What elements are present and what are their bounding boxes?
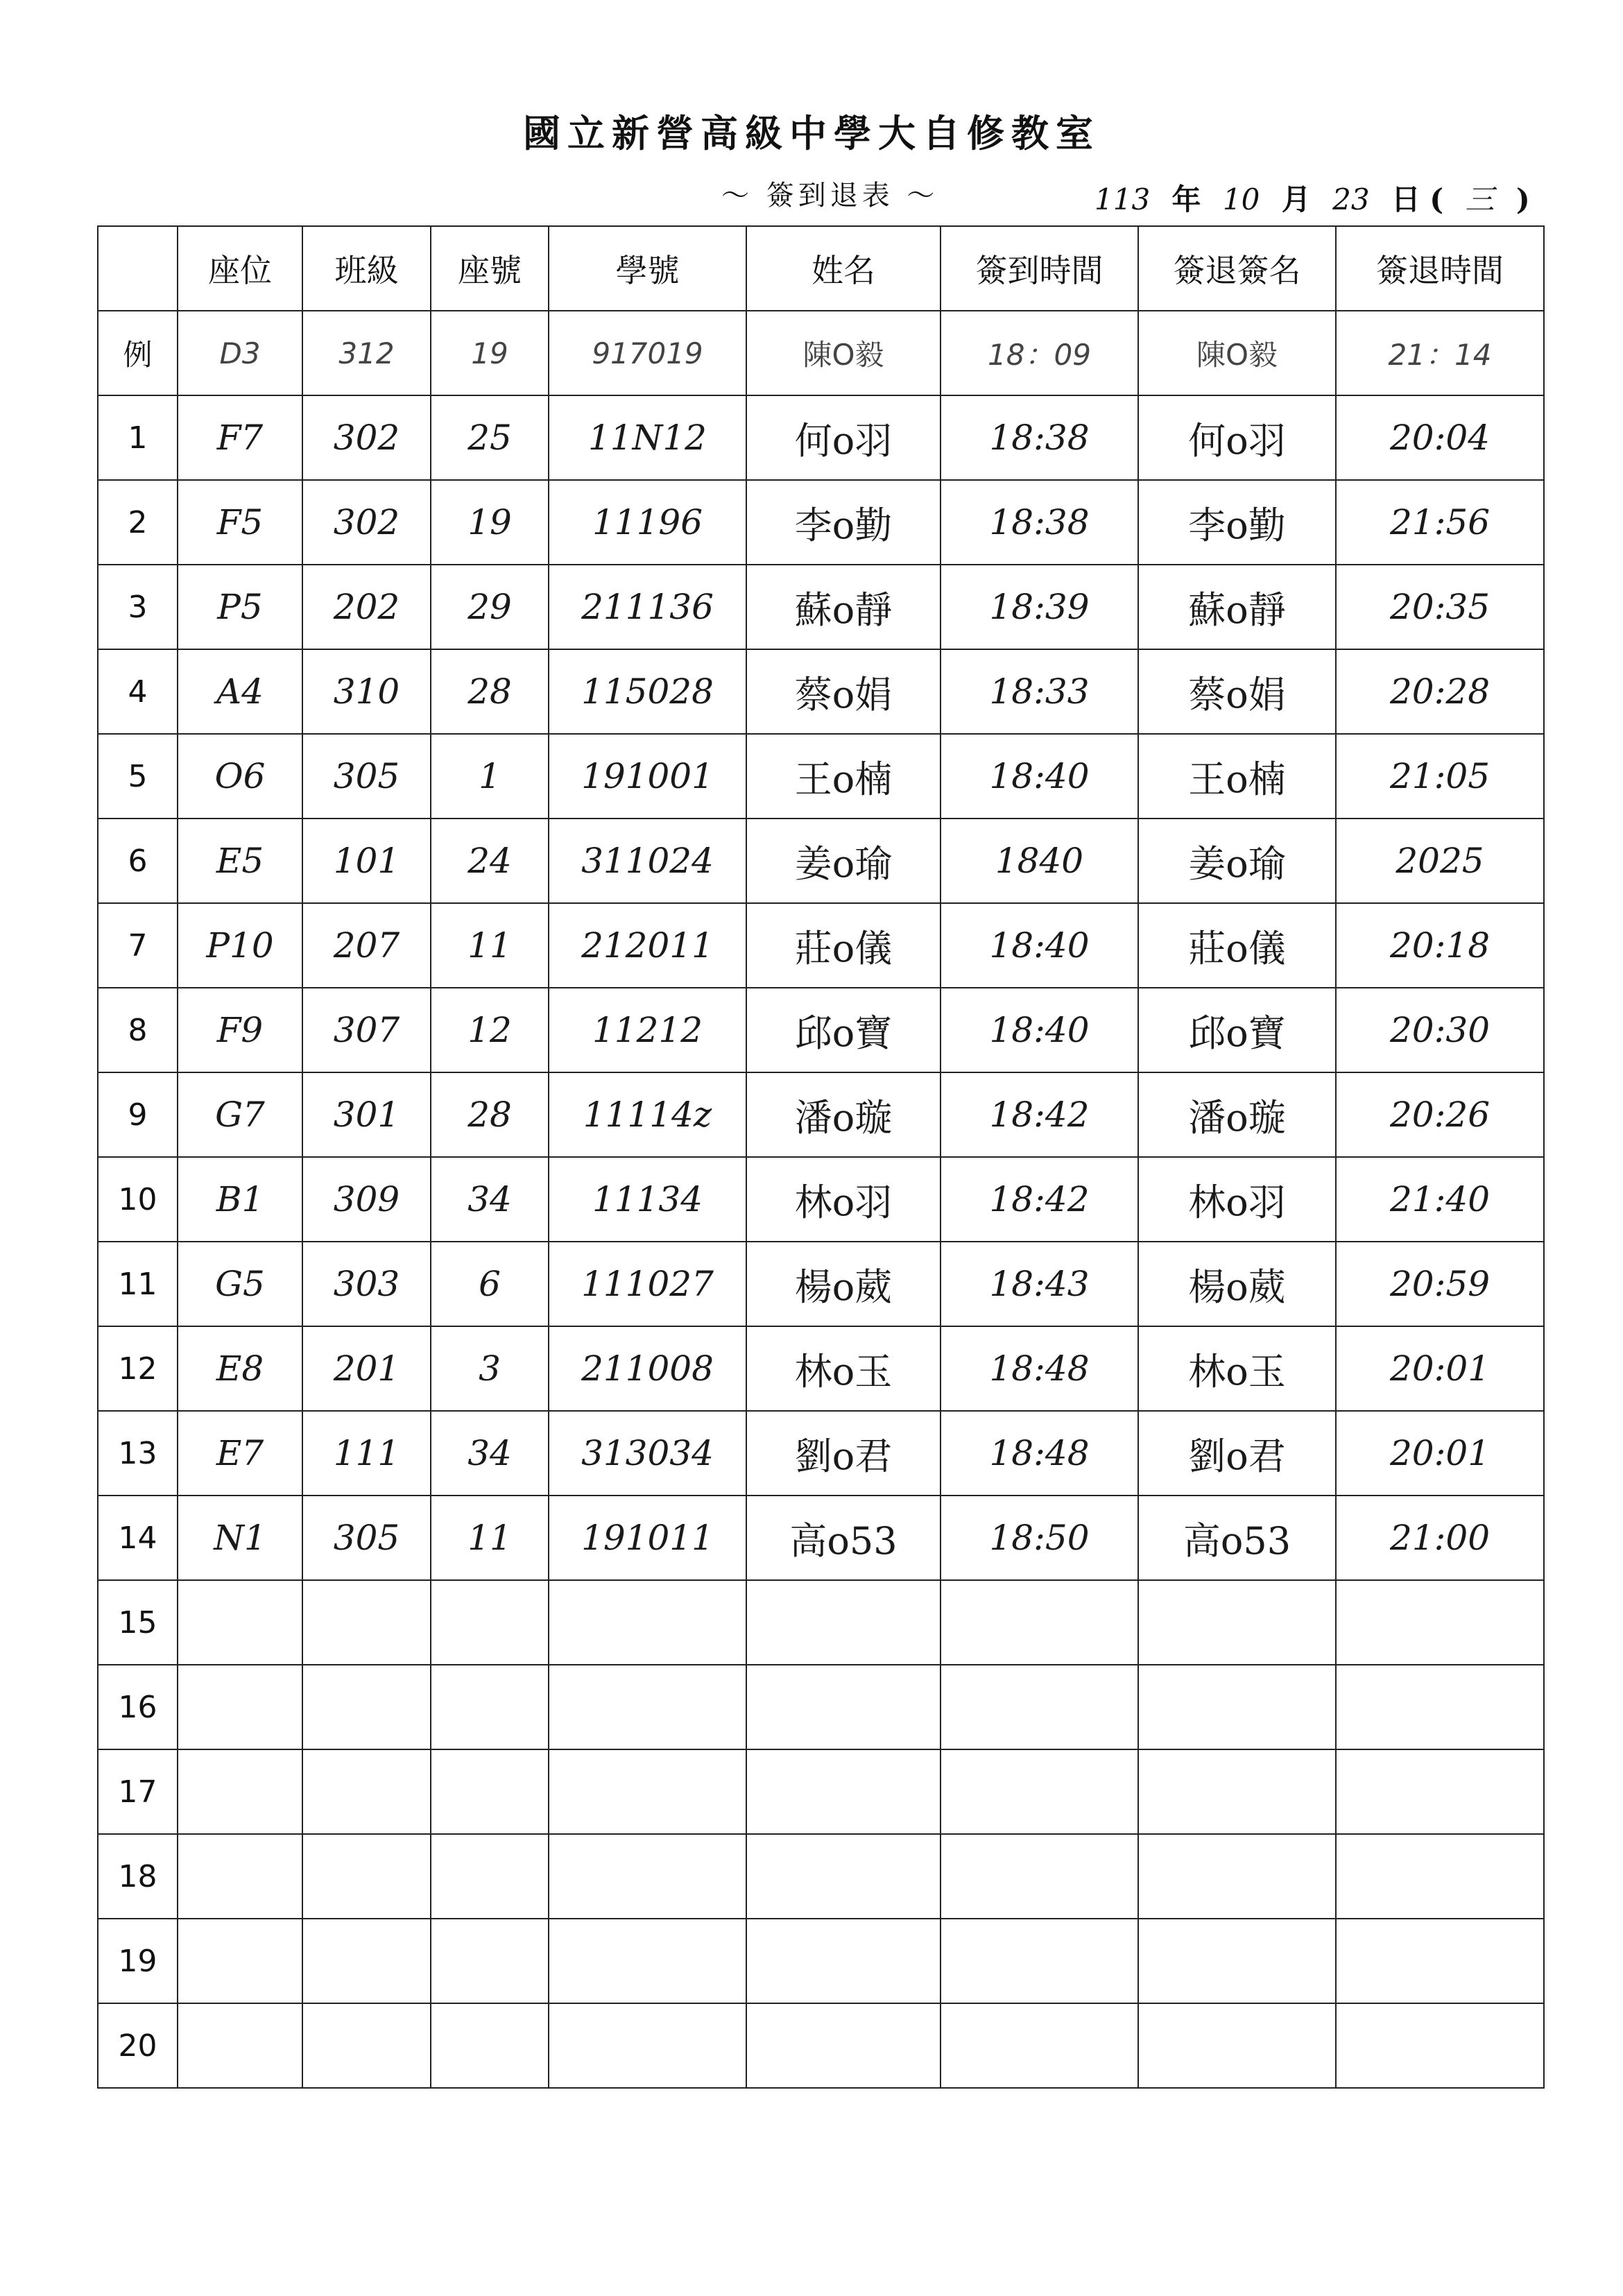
sign-out-name-cell: 林o玉 [1138, 1326, 1336, 1411]
header-row [98, 226, 1544, 311]
row-number: 10 [98, 1157, 178, 1242]
seat-number-cell: 19 [431, 480, 549, 565]
student-id-cell: 191001 [549, 734, 746, 819]
student-id-cell [549, 1749, 746, 1834]
example-number: 19 [431, 311, 549, 395]
student-id-cell: 11N12 [549, 395, 746, 480]
sign-out-name-cell: 何o羽 [1138, 395, 1336, 480]
row-number: 9 [98, 1072, 178, 1157]
student-id-cell: 11114z [549, 1072, 746, 1157]
class-cell: 305 [302, 734, 431, 819]
col-header-student-id: 學號 [549, 226, 746, 311]
seat-number-cell: 28 [431, 649, 549, 734]
sign-in-time-cell [941, 1665, 1138, 1749]
sign-out-name-cell: 劉o君 [1138, 1411, 1336, 1496]
sign-in-time-cell: 18:33 [941, 649, 1138, 734]
sign-out-name-cell [1138, 1834, 1336, 1919]
name-cell: 楊o葳 [746, 1242, 941, 1326]
seat-number-cell: 24 [431, 819, 549, 903]
col-header-sign-out-time: 簽退時間 [1336, 226, 1544, 311]
class-cell: 307 [302, 988, 431, 1072]
date-day: 23 [1332, 182, 1370, 216]
sign-out-time-cell: 20:30 [1336, 988, 1544, 1072]
table-row [98, 1834, 1544, 1919]
sign-in-time-cell: 18:42 [941, 1072, 1138, 1157]
sign-in-time-cell: 18:38 [941, 395, 1138, 480]
example-row [98, 311, 1544, 395]
sign-out-time-cell: 20:35 [1336, 565, 1544, 649]
row-number: 5 [98, 734, 178, 819]
row-number: 15 [98, 1580, 178, 1665]
class-cell: 302 [302, 395, 431, 480]
sign-out-time-cell: 20:01 [1336, 1326, 1544, 1411]
class-cell: 301 [302, 1072, 431, 1157]
seat-number-cell: 11 [431, 903, 549, 988]
col-header-seat: 座位 [178, 226, 302, 311]
sign-out-time-cell: 20:01 [1336, 1411, 1544, 1496]
seat-number-cell: 1 [431, 734, 549, 819]
seat-cell [178, 1580, 302, 1665]
student-id-cell [549, 1665, 746, 1749]
sign-out-name-cell: 王o楠 [1138, 734, 1336, 819]
name-cell [746, 1919, 941, 2003]
seat-cell: F9 [178, 988, 302, 1072]
seat-number-cell: 11 [431, 1496, 549, 1580]
example-label: 例 [98, 311, 178, 395]
col-header-sign-in-time: 簽到時間 [941, 226, 1138, 311]
sign-out-time-cell: 2025 [1336, 819, 1544, 903]
student-id-cell: 313034 [549, 1411, 746, 1496]
seat-number-cell: 6 [431, 1242, 549, 1326]
class-cell: 303 [302, 1242, 431, 1326]
sign-out-name-cell: 莊o儀 [1138, 903, 1336, 988]
seat-number-cell [431, 2003, 549, 2088]
student-id-cell: 115028 [549, 649, 746, 734]
sign-in-time-cell: 18:38 [941, 480, 1138, 565]
sign-out-time-cell: 20:26 [1336, 1072, 1544, 1157]
sign-out-name-cell [1138, 1919, 1336, 2003]
sign-out-name-cell: 蘇o靜 [1138, 565, 1336, 649]
table-row [98, 480, 1544, 565]
name-cell: 高o53 [746, 1496, 941, 1580]
table-row [98, 988, 1544, 1072]
row-number: 13 [98, 1411, 178, 1496]
seat-number-cell: 25 [431, 395, 549, 480]
row-number: 7 [98, 903, 178, 988]
sign-in-time-cell: 18:50 [941, 1496, 1138, 1580]
seat-cell: B1 [178, 1157, 302, 1242]
date-weekday: 三 [1465, 182, 1495, 216]
table-row [98, 1157, 1544, 1242]
seat-cell: E5 [178, 819, 302, 903]
sign-out-time-cell: 20:18 [1336, 903, 1544, 988]
seat-number-cell [431, 1665, 549, 1749]
row-number: 11 [98, 1242, 178, 1326]
row-number: 14 [98, 1496, 178, 1580]
sign-out-time-cell: 20:28 [1336, 649, 1544, 734]
sign-in-time-cell: 18:43 [941, 1242, 1138, 1326]
table-row [98, 1242, 1544, 1326]
table-row [98, 565, 1544, 649]
table-row [98, 903, 1544, 988]
sign-in-time-cell: 1840 [941, 819, 1138, 903]
table-row [98, 819, 1544, 903]
student-id-cell: 11212 [549, 988, 746, 1072]
table-row [98, 1411, 1544, 1496]
name-cell: 姜o瑜 [746, 819, 941, 903]
name-cell: 蔡o娟 [746, 649, 941, 734]
name-cell [746, 1665, 941, 1749]
example-class: 312 [302, 311, 431, 395]
name-cell: 潘o璇 [746, 1072, 941, 1157]
date-weekday-open: ( [1429, 182, 1444, 216]
example-sign-out: 21：14 [1336, 311, 1544, 395]
sign-out-name-cell: 姜o瑜 [1138, 819, 1336, 903]
seat-number-cell [431, 1834, 549, 1919]
seat-number-cell: 12 [431, 988, 549, 1072]
sign-in-time-cell: 18:48 [941, 1326, 1138, 1411]
class-cell: 305 [302, 1496, 431, 1580]
sign-in-out-table [97, 225, 1545, 2089]
table-row [98, 2003, 1544, 2088]
seat-number-cell [431, 1919, 549, 2003]
student-id-cell [549, 2003, 746, 2088]
seat-cell: O6 [178, 734, 302, 819]
seat-cell: G5 [178, 1242, 302, 1326]
table-row [98, 1749, 1544, 1834]
sign-out-name-cell: 邱o寶 [1138, 988, 1336, 1072]
table-row [98, 395, 1544, 480]
sign-out-time-cell [1336, 1749, 1544, 1834]
document-subtitle: ～ 簽到退表 ～ [721, 180, 939, 212]
document-title: 國立新營高級中學大自修教室 [523, 111, 1100, 155]
example-name: 陳O毅 [746, 311, 941, 395]
sign-out-time-cell [1336, 1665, 1544, 1749]
date-day-label: 日 [1391, 182, 1420, 216]
sign-in-time-cell [941, 1834, 1138, 1919]
col-header-rownum [98, 226, 178, 311]
sign-out-time-cell: 21:05 [1336, 734, 1544, 819]
student-id-cell [549, 1580, 746, 1665]
row-number: 16 [98, 1665, 178, 1749]
table-row [98, 1919, 1544, 2003]
date-month-label: 月 [1281, 182, 1311, 216]
class-cell: 207 [302, 903, 431, 988]
sign-out-name-cell: 高o53 [1138, 1496, 1336, 1580]
sign-out-name-cell [1138, 1665, 1336, 1749]
seat-cell: E7 [178, 1411, 302, 1496]
seat-number-cell: 29 [431, 565, 549, 649]
sign-in-time-cell: 18:42 [941, 1157, 1138, 1242]
seat-number-cell: 34 [431, 1157, 549, 1242]
row-number: 4 [98, 649, 178, 734]
seat-number-cell [431, 1749, 549, 1834]
example-sign-out-name: 陳O毅 [1138, 311, 1336, 395]
class-cell [302, 1580, 431, 1665]
date-year: 113 [1094, 182, 1151, 216]
seat-cell: A4 [178, 649, 302, 734]
table-row [98, 649, 1544, 734]
sign-out-time-cell: 21:00 [1336, 1496, 1544, 1580]
class-cell: 302 [302, 480, 431, 565]
table-row [98, 1496, 1544, 1580]
sign-out-name-cell [1138, 1580, 1336, 1665]
class-cell [302, 1749, 431, 1834]
student-id-cell: 191011 [549, 1496, 746, 1580]
seat-cell [178, 2003, 302, 2088]
student-id-cell: 11196 [549, 480, 746, 565]
date-line [1082, 177, 1530, 219]
class-cell: 111 [302, 1411, 431, 1496]
sign-out-time-cell [1336, 2003, 1544, 2088]
row-number: 12 [98, 1326, 178, 1411]
sign-out-time-cell: 20:04 [1336, 395, 1544, 480]
seat-number-cell [431, 1580, 549, 1665]
table-row [98, 1580, 1544, 1665]
student-id-cell: 212011 [549, 903, 746, 988]
class-cell: 309 [302, 1157, 431, 1242]
sign-out-name-cell: 李o勤 [1138, 480, 1336, 565]
date-year-label: 年 [1171, 182, 1201, 216]
col-header-sign-out-name: 簽退簽名 [1138, 226, 1336, 311]
class-cell [302, 1834, 431, 1919]
name-cell: 蘇o靜 [746, 565, 941, 649]
table-row [98, 1326, 1544, 1411]
sign-in-time-cell: 18:40 [941, 988, 1138, 1072]
name-cell [746, 2003, 941, 2088]
seat-cell [178, 1834, 302, 1919]
class-cell [302, 1919, 431, 2003]
seat-number-cell: 28 [431, 1072, 549, 1157]
name-cell: 何o羽 [746, 395, 941, 480]
name-cell: 莊o儀 [746, 903, 941, 988]
sign-in-time-cell [941, 1580, 1138, 1665]
table-row [98, 734, 1544, 819]
name-cell: 林o羽 [746, 1157, 941, 1242]
seat-cell: F5 [178, 480, 302, 565]
sign-out-name-cell: 潘o璇 [1138, 1072, 1336, 1157]
student-id-cell [549, 1834, 746, 1919]
name-cell: 王o楠 [746, 734, 941, 819]
seat-cell: F7 [178, 395, 302, 480]
sign-out-time-cell [1336, 1919, 1544, 2003]
seat-cell: P5 [178, 565, 302, 649]
seat-cell: E8 [178, 1326, 302, 1411]
class-cell: 310 [302, 649, 431, 734]
row-number: 17 [98, 1749, 178, 1834]
seat-cell [178, 1919, 302, 2003]
student-id-cell: 211136 [549, 565, 746, 649]
name-cell [746, 1834, 941, 1919]
sign-out-time-cell: 21:40 [1336, 1157, 1544, 1242]
sign-out-name-cell [1138, 1749, 1336, 1834]
name-cell [746, 1749, 941, 1834]
student-id-cell: 311024 [549, 819, 746, 903]
class-cell [302, 1665, 431, 1749]
name-cell [746, 1580, 941, 1665]
example-seat: D3 [178, 311, 302, 395]
sign-in-time-cell [941, 1749, 1138, 1834]
row-number: 8 [98, 988, 178, 1072]
date-weekday-close: ) [1515, 182, 1530, 216]
seat-cell: G7 [178, 1072, 302, 1157]
sign-out-time-cell [1336, 1580, 1544, 1665]
seat-cell: P10 [178, 903, 302, 988]
name-cell: 劉o君 [746, 1411, 941, 1496]
sign-out-name-cell: 蔡o娟 [1138, 649, 1336, 734]
seat-number-cell: 34 [431, 1411, 549, 1496]
example-sign-in: 18：09 [941, 311, 1138, 395]
name-cell: 林o玉 [746, 1326, 941, 1411]
col-header-number: 座號 [431, 226, 549, 311]
student-id-cell [549, 1919, 746, 2003]
row-number: 2 [98, 480, 178, 565]
row-number: 3 [98, 565, 178, 649]
student-id-cell: 211008 [549, 1326, 746, 1411]
row-number: 6 [98, 819, 178, 903]
seat-cell: N1 [178, 1496, 302, 1580]
row-number: 1 [98, 395, 178, 480]
seat-number-cell: 3 [431, 1326, 549, 1411]
sign-in-time-cell: 18:40 [941, 903, 1138, 988]
row-number: 20 [98, 2003, 178, 2088]
date-month: 10 [1222, 182, 1260, 216]
sign-in-time-cell: 18:39 [941, 565, 1138, 649]
row-number: 18 [98, 1834, 178, 1919]
col-header-class: 班級 [302, 226, 431, 311]
sign-out-time-cell [1336, 1834, 1544, 1919]
sign-in-time-cell [941, 2003, 1138, 2088]
row-number: 19 [98, 1919, 178, 2003]
col-header-name: 姓名 [746, 226, 941, 311]
class-cell [302, 2003, 431, 2088]
sign-out-time-cell: 20:59 [1336, 1242, 1544, 1326]
seat-cell [178, 1749, 302, 1834]
table-row [98, 1072, 1544, 1157]
sign-out-name-cell [1138, 2003, 1336, 2088]
sign-in-time-cell [941, 1919, 1138, 2003]
example-student-id: 917019 [549, 311, 746, 395]
seat-cell [178, 1665, 302, 1749]
name-cell: 邱o寶 [746, 988, 941, 1072]
sign-in-time-cell: 18:48 [941, 1411, 1138, 1496]
name-cell: 李o勤 [746, 480, 941, 565]
class-cell: 201 [302, 1326, 431, 1411]
table-row [98, 1665, 1544, 1749]
sign-out-name-cell: 楊o葳 [1138, 1242, 1336, 1326]
class-cell: 202 [302, 565, 431, 649]
sign-out-name-cell: 林o羽 [1138, 1157, 1336, 1242]
student-id-cell: 11134 [549, 1157, 746, 1242]
class-cell: 101 [302, 819, 431, 903]
sign-in-time-cell: 18:40 [941, 734, 1138, 819]
sign-out-time-cell: 21:56 [1336, 480, 1544, 565]
student-id-cell: 111027 [549, 1242, 746, 1326]
